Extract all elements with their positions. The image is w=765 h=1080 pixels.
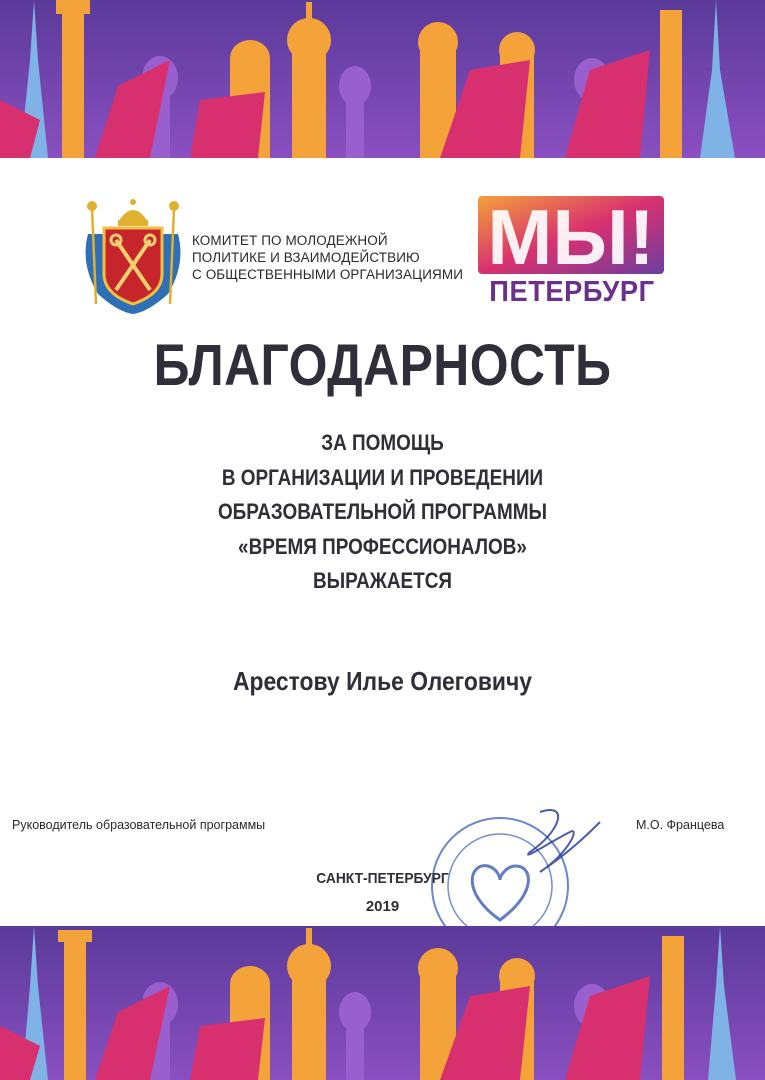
year-label: 2019 [365,898,400,915]
committee-line-2: ПОЛИТИКЕ И ВЗАИМОДЕЙСТВИЮ [192,250,420,265]
city-skyline-illustration-bottom [0,926,765,1080]
committee-line-3: С ОБЩЕСТВЕННЫМИ ОРГАНИЗАЦИЯМИ [192,267,464,282]
committee-line-1: КОМИТЕТ ПО МОЛОДЕЖНОЙ [192,233,388,248]
city-skyline-illustration [0,0,765,158]
committee-name [192,232,462,283]
logo-word: ПЕТЕРБУРГ [489,276,655,308]
logo-big-text: МЫ! [487,193,655,281]
recipient-name: Арестову Илье Олеговичу [232,666,533,696]
signatory-role: Руководитель образовательной программы [12,818,266,832]
document-subtitle [0,426,765,599]
subtitle-line-2: В ОРГАНИЗАЦИИ И ПРОВЕДЕНИИ [221,464,544,490]
top-decorative-band [0,0,765,158]
subtitle-line-3: ОБРАЗОВАТЕЛЬНОЙ ПРОГРАММЫ [217,499,548,524]
subtitle-line-4: «ВРЕМЯ ПРОФЕССИОНАЛОВ» [238,533,527,559]
coat-of-arms-icon [78,194,188,316]
city-label: САНКТ-ПЕТЕРБУРГ [316,870,449,887]
subtitle-line-5: ВЫРАЖАЕТСЯ [312,568,452,593]
subtitle-line-1: ЗА ПОМОЩЬ [321,430,444,455]
bottom-decorative-band [0,926,765,1080]
signatory-name: М.О. Францева [636,818,725,832]
document-title: БЛАГОДАРНОСТЬ [153,333,612,398]
